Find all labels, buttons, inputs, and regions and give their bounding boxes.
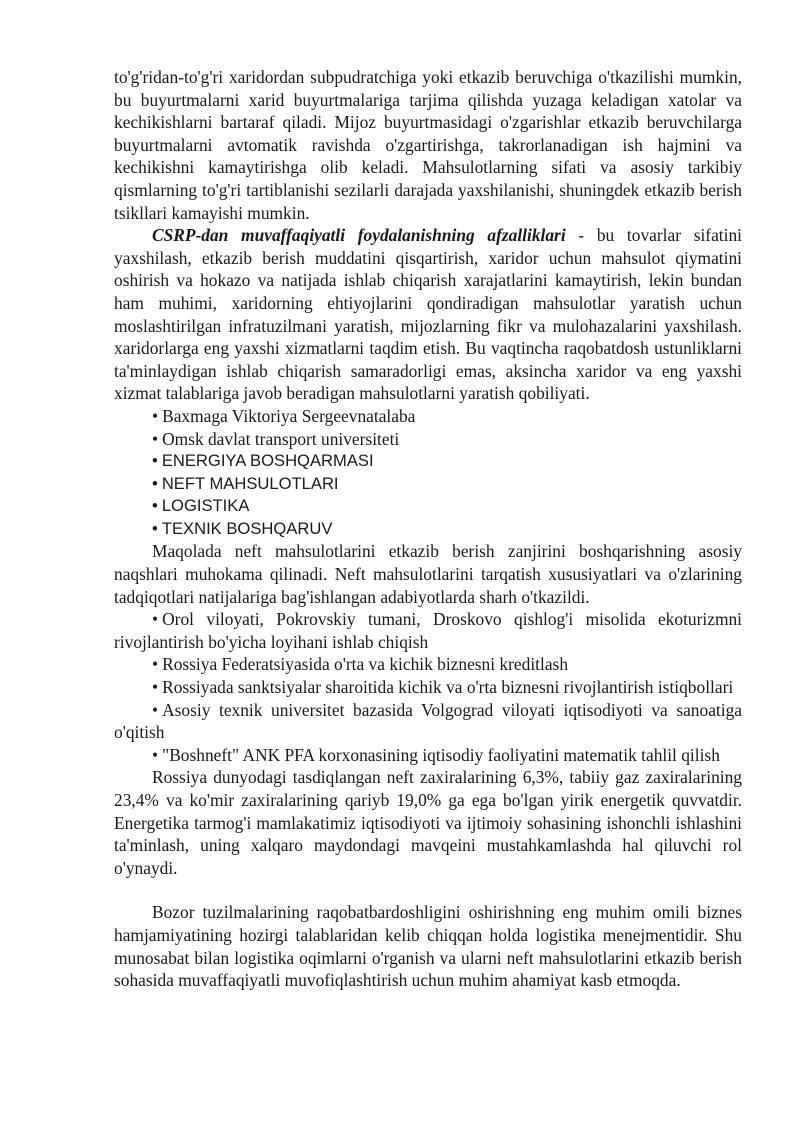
bullet-icon: • [152,699,159,720]
bullet-icon: • [152,654,159,675]
blank-line [114,879,742,901]
bullet-icon: • [152,609,159,630]
list-item: • Rossiyada sanktsiyalar sharoitida kichik va o'rta biznesni rivojlantirish istiqbollari [152,677,734,698]
paragraph-article-summary: Maqolada neft mahsulotlarini etkazib berish zanjirini boshqarishning asosiy naqshlari muhokama qilinadi. Neft mahsulotlarini tarqatish xususiyatlari va o'zlarining tadqiqotlari natijalariga bag'ishlangan adabiyotlarda sharh o'tkazildi. [114,541,742,607]
bullet-icon: • [152,496,158,516]
list-item: • Rossiya Federatsiyasida o'rta va kichik biznesni kreditlash [152,654,569,675]
paragraph-logistics-management: Bozor tuzilmalarining raqobatbardoshligini oshirishning eng muhim omili biznes hamjamiyatining hozirgi talablaridan kelib chiqqan holda logistika menejmentidir. Shu munosabat bilan logistika oqimlarni o'rganish va ularni neft mahsulotlarini etkazib berish sohasida muvaffaqiyatli muvofiqlashtirish uchun muhim ahamiyat kasb etmoqda. [114,902,742,991]
paragraph-intro: to'g'ridan-to'g'ri xaridordan subpudratchiga yoki etkazib beruvchiga o'tkazilishi mumkin, bu buyurtmalarni xarid buyurtmalariga tarjima qilishda yuzaga keladigan xatolar va kechikishlarni bartaraf qiladi. Mijoz buyurtmasidagi o'zgarishlar etkazib beruvchilarga buyurtmalarni avtomatik ravishda o'zgartirishga, takrorlanadigan ish hajmini va kechikishni kamaytirishga olib keladi. Mahsulotlarning sifati va asosiy tarkibiy qismlarning to'g'ri tartiblanishi sezilarli darajada yaxshilanishi, shuningdek etkazib berish tsikllari kamayishi mumkin. [114,67,742,223]
list-item: • Asosiy texnik universitet bazasida Volgograd viloyati iqtisodiyoti va sanoatiga o'qitish [114,699,742,743]
list-item: • Omsk davlat transport universiteti [152,428,400,449]
bullet-icon: • [152,473,158,493]
list-item: • TEXNIK BOSHQARUV [114,518,742,541]
bullet-icon: • [152,451,158,471]
csrp-heading: CSRP-dan muvaffaqiyatli foydalanishning afzalliklari [152,225,566,246]
list-item: • Orol viloyati, Pokrovskiy tumani, Droskovo qishlog'i misolida ekoturizmni rivojlantirish bo'yicha loyihani ishlab chiqish [114,609,742,652]
list-item: • Baxmaga Viktoriya Sergeevnatalaba [152,405,416,426]
list-item: • "Boshneft" ANK PFA korxonasining iqtisodiy faoliyatini matematik tahlil qilish [152,744,720,765]
bullet-icon: • [152,405,159,426]
document-page [114,66,742,992]
list-item: • ENERGIYA BOSHQARMASI [114,450,742,473]
list-item: • LOGISTIKA [114,495,742,518]
csrp-benefits-text: - bu tovarlar sifatini yaxshilash, etkazib berish muddatini qisqartirish, xaridor uchun mahsulot qiymatini oshirish va hokazo va natijada ishlab chiqarish xarajatlarini kamaytirish, lekin bundan ham muhimi, xaridorning ehtiyojlarini qondiradigan mahsulotlar yaratish uchun moslashtirilgan infratuzilmani yaratish, mijozlarning fikr va mulohazalarini yaxshilash. xaridorlarga eng yaxshi xizmatlarni taqdim etish. Bu vaqtincha raqobatdosh ustunliklarni ta'minlaydigan ishlab chiqarish samaradorligi emas, aksincha xaridor va eng yaxshi xizmat talablariga javob beradigan mahsulotlarni yaratish qobiliyati. [114,225,742,404]
paragraph-csrp-benefits [114,224,742,405]
bullet-icon: • [152,428,159,449]
author-keywords-list [114,405,742,541]
bullet-icon: • [152,518,158,538]
bullet-icon: • [152,677,159,698]
bullet-icon: • [152,744,159,765]
list-item: • NEFT MAHSULOTLARI [114,473,742,496]
paragraph-russia-reserves: Rossiya dunyodagi tasdiqlangan neft zaxiralarining 6,3%, tabiiy gaz zaxiralarining 23,4% va ko'mir zaxiralarining qariyb 19,0% ga ega bo'lgan yirik energetik quvvatdir. Energetika tarmog'i mamlakatimiz iqtisodiyoti va ijtimoiy sohasining ishonchli ishlashini ta'minlash, uning xalqaro maydondagi mavqeini mustahkamlashda hal qiluvchi rol o'ynaydi. [114,767,742,878]
related-articles-list [114,608,742,766]
